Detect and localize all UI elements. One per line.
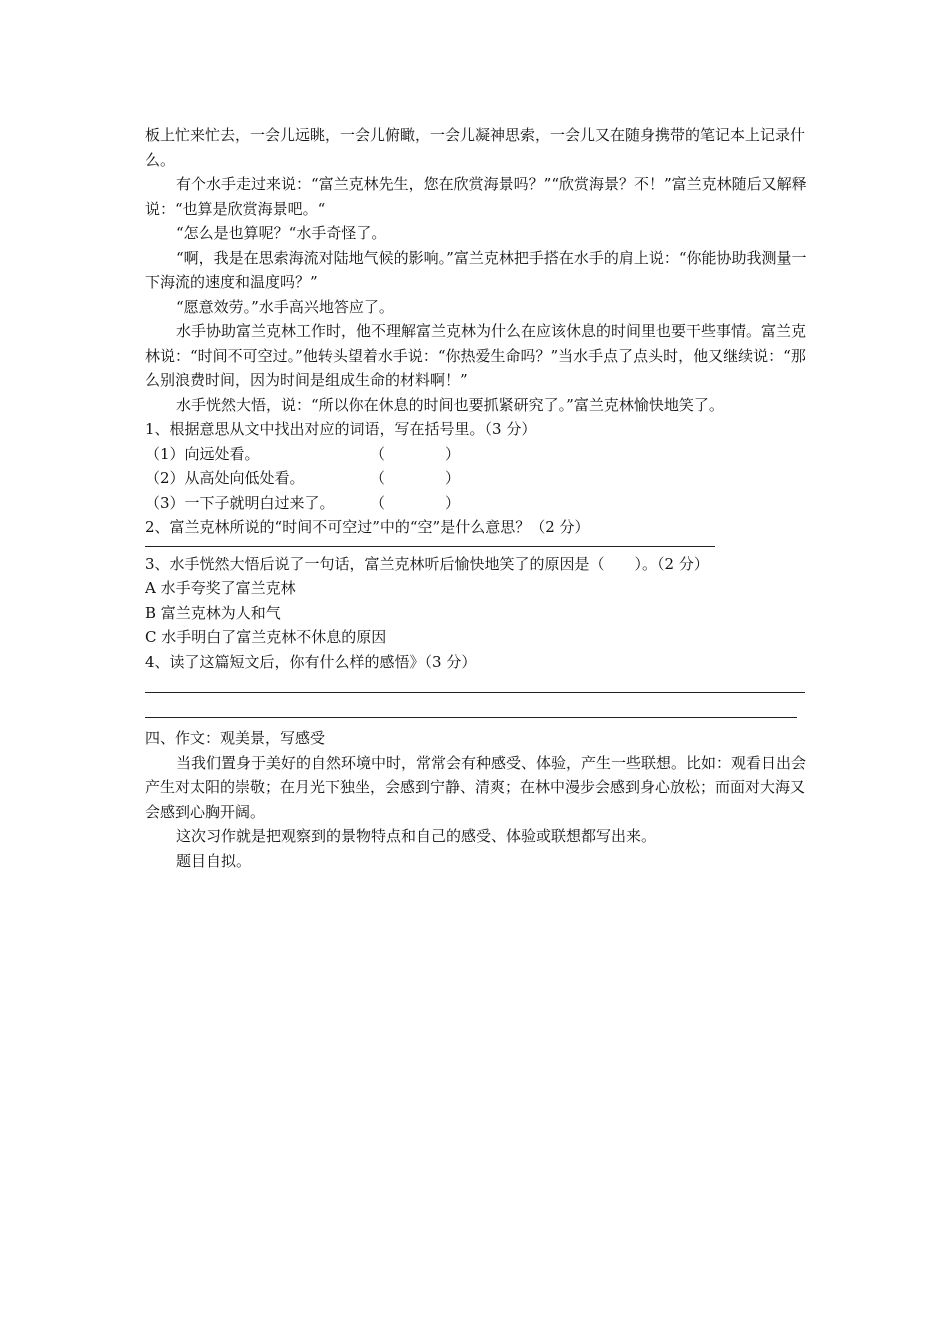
item-label: （3）一下子就明白过来了。 <box>145 493 335 512</box>
reading-passage <box>145 123 810 417</box>
question-prompt: 2、富兰克林所说的“时间不可空过”中的“空”是什么意思？（2 分） <box>145 518 590 536</box>
question-3 <box>145 552 810 650</box>
question-1 <box>145 417 810 515</box>
question-item <box>145 466 810 491</box>
page-content <box>145 123 810 873</box>
composition-section <box>145 726 810 873</box>
choice-option[interactable]: B 富兰克林为人和气 <box>145 603 281 622</box>
question-2 <box>145 515 810 547</box>
choice-option[interactable]: A 水手夸奖了富兰克林 <box>145 579 296 597</box>
composition-paragraph: 这次习作就是把观察到的景物特点和自己的感受、体验或联想都写出来。 <box>176 827 657 845</box>
passage-paragraph: “啊，我是在思索海流对陆地气候的影响。”富兰克林把手搭在水手的肩上说：“你能协助我测量一下海流的速度和温度吗？” <box>145 248 807 291</box>
question-prompt: 4、读了这篇短文后，你有什么样的感悟》（3 分） <box>145 652 477 671</box>
question-prompt: 3、水手恍然大悟后说了一句话，富兰克林听后愉快地笑了的原因是（ ）。（2 分） <box>145 554 709 573</box>
passage-paragraph: 板上忙来忙去，一会儿远眺，一会儿俯瞰，一会儿凝神思索，一会儿又在随身携带的笔记本上记录什么。 <box>145 126 806 169</box>
item-label: （2）从高处向低处看。 <box>145 469 305 487</box>
question-item <box>145 491 810 516</box>
passage-paragraph: 水手恍然大悟，说：“所以你在休息的时间也要抓紧研究了。”富兰克林愉快地笑了。 <box>176 395 724 414</box>
passage-paragraph: 有个水手走过来说：“富兰克林先生，您在欣赏海景吗？”“欣赏海景？不！”富兰克林随后又解释说：“也算是欣赏海景吧。“ <box>145 175 807 218</box>
answer-line[interactable] <box>145 717 797 718</box>
answer-line[interactable] <box>145 546 715 547</box>
question-item <box>145 442 810 467</box>
passage-paragraph: “怎么是也算呢？“水手奇怪了。 <box>176 224 387 242</box>
choice-option[interactable]: C 水手明白了富兰克林不休息的原因 <box>145 628 387 646</box>
passage-paragraph: 水手协助富兰克林工作时，他不理解富兰克林为什么在应该休息的时间里也要干些事情。富兰克林说：“时间不可空过。”他转头望着水手说：“你热爱生命吗？”当水手点了点头时，他又继续说：“那么别浪费时间，因为时间是组成生命的材料啊！” <box>145 322 807 389</box>
composition-paragraph: 题目自拟。 <box>176 851 252 870</box>
answer-blank[interactable]: （ ） <box>370 493 461 512</box>
answer-blank[interactable]: （ ） <box>370 444 461 463</box>
item-label: （1）向远处看。 <box>145 444 260 463</box>
passage-paragraph: “愿意效劳。”水手高兴地答应了。 <box>176 297 394 316</box>
question-prompt: 1、根据意思从文中找出对应的词语，写在括号里。（3 分） <box>145 420 537 438</box>
composition-paragraph: 当我们置身于美好的自然环境中时，常常会有种感受、体验，产生一些联想。比如：观看日出会产生对太阳的崇敬；在月光下独坐，会感到宁静、清爽；在林中漫步会感到身心放松；而面对大海又会感到心胸开阔。 <box>145 753 807 821</box>
answer-blank[interactable]: （ ） <box>370 469 461 487</box>
question-4 <box>145 650 810 719</box>
composition-title: 四、作文：观美景，写感受 <box>145 729 326 747</box>
answer-line[interactable] <box>145 692 805 693</box>
